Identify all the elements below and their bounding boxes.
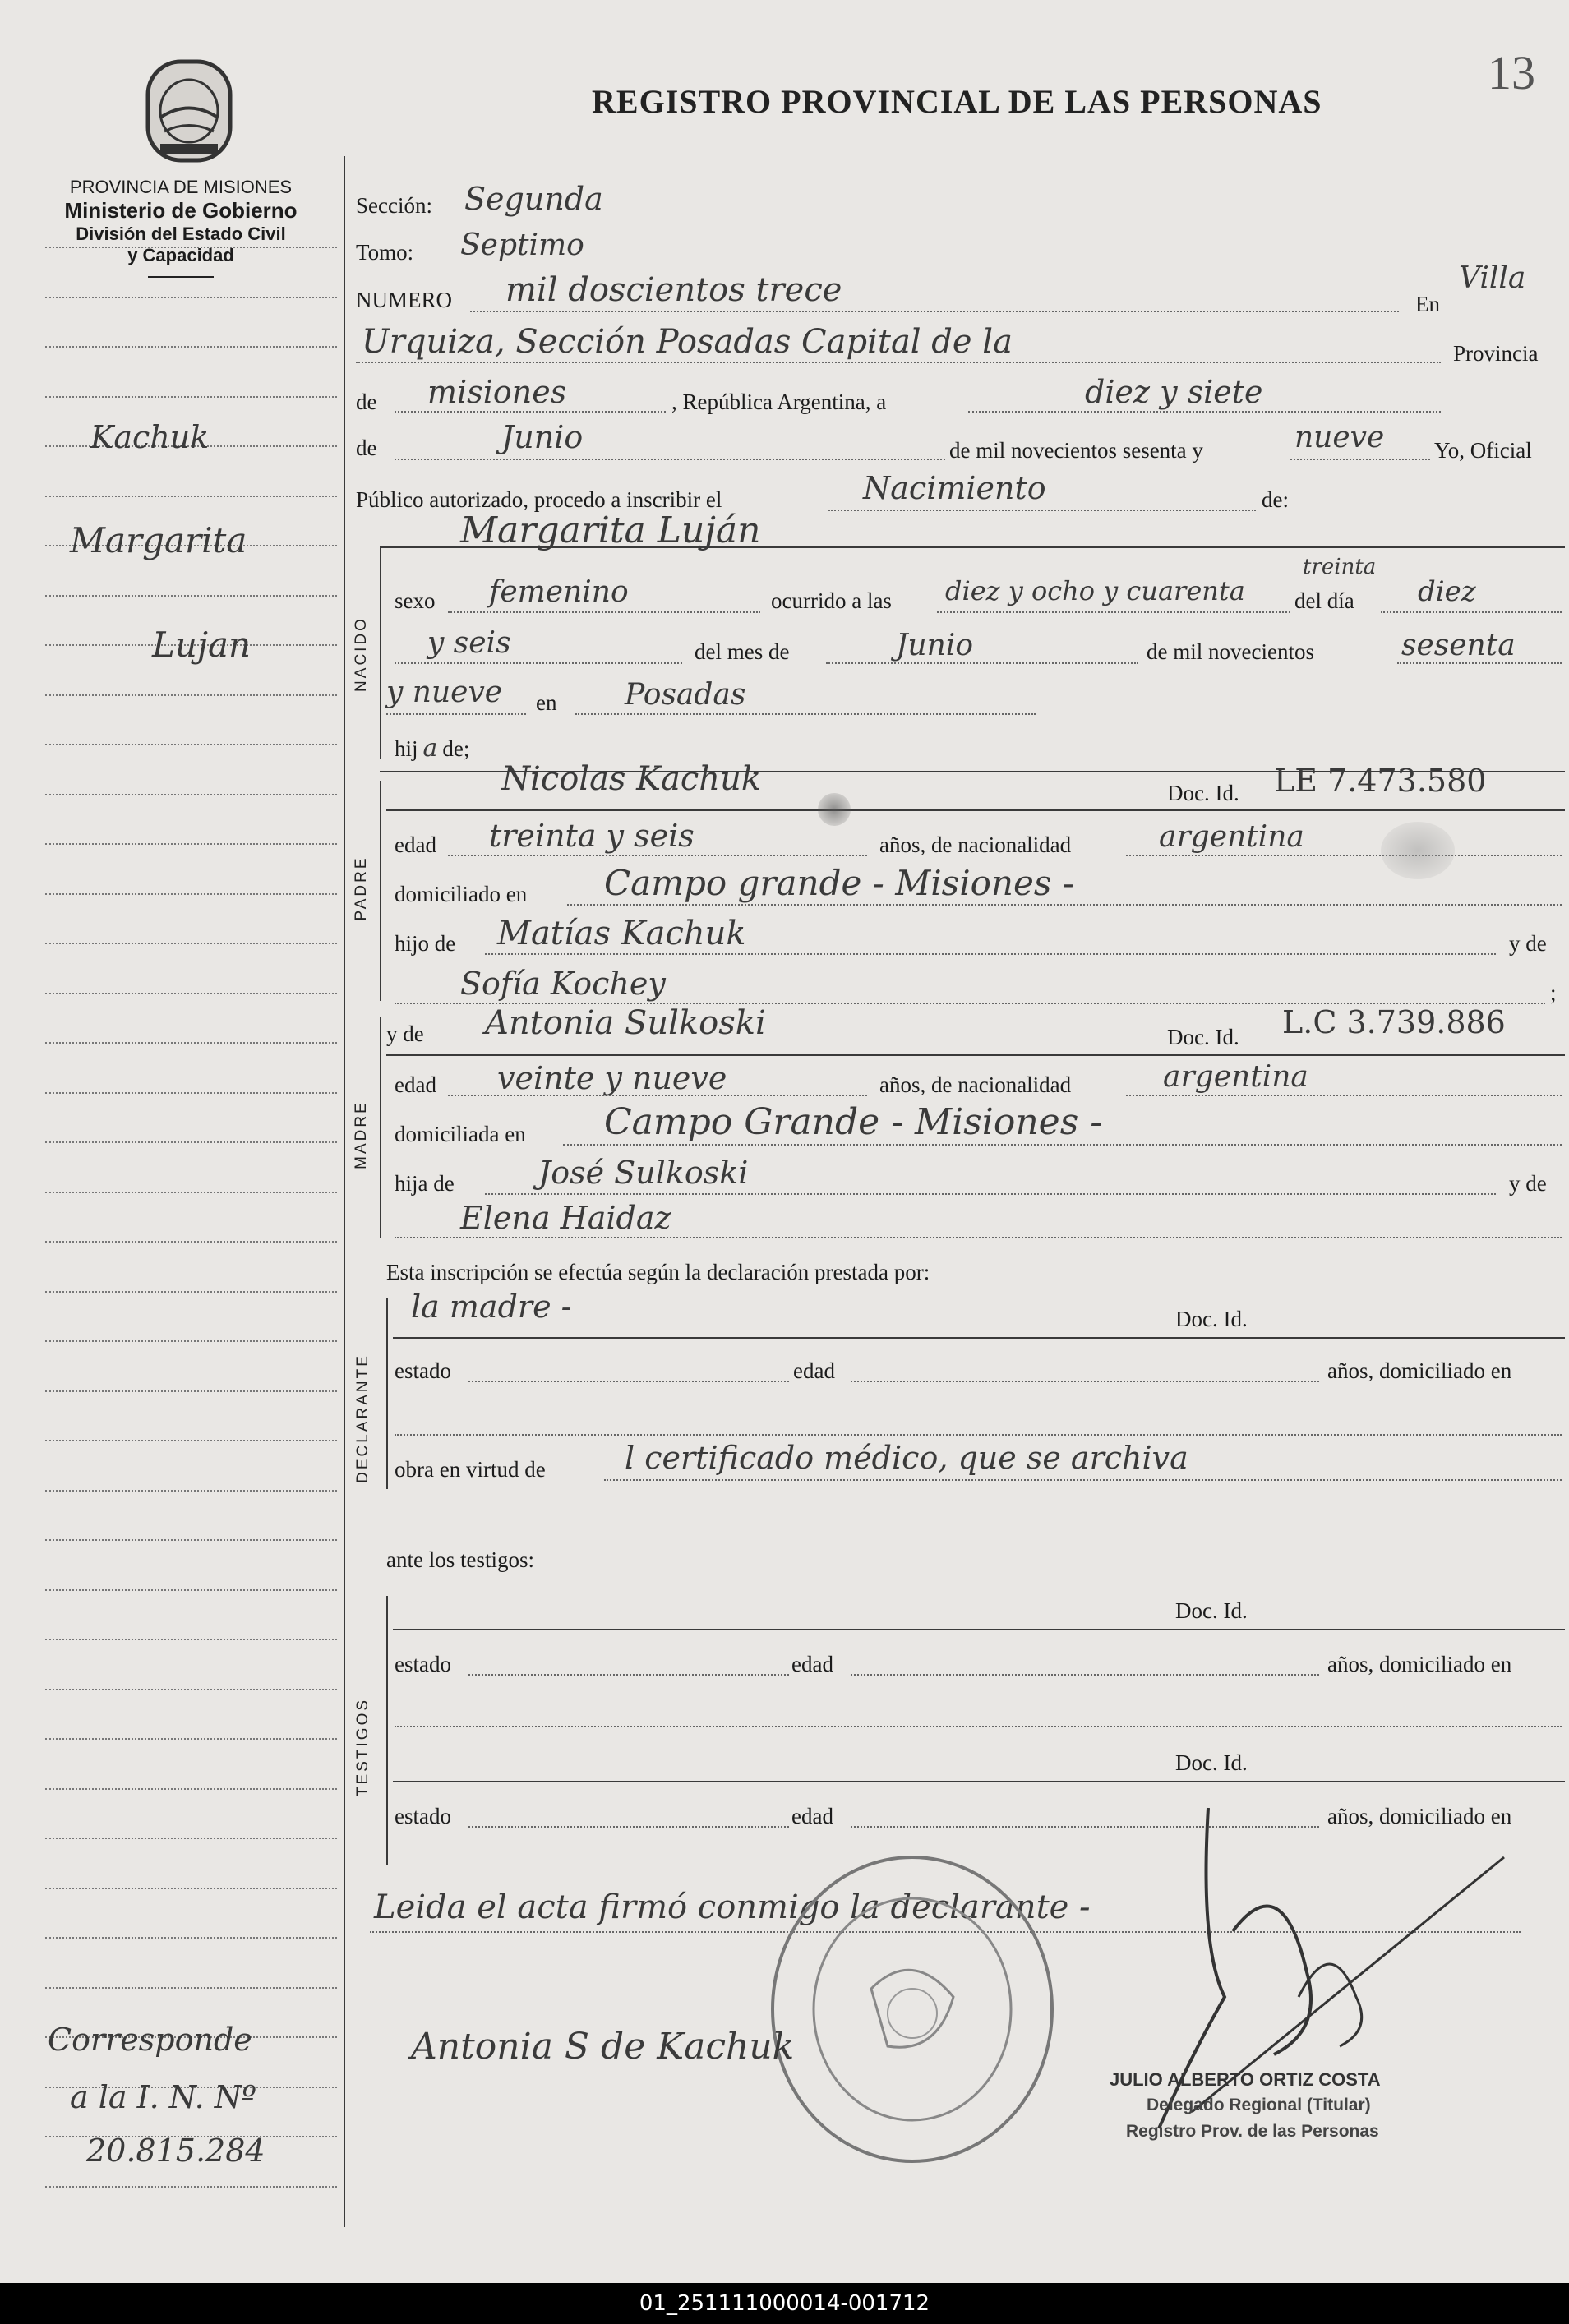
official-stamp-icon	[764, 1849, 1060, 2170]
madre-dom-label: domiciliada en	[395, 1122, 526, 1146]
ante-testigos-label: ante los testigos:	[386, 1547, 534, 1572]
nombre-value: Margarita Luján	[460, 510, 761, 551]
provincia-value: misiones	[427, 374, 567, 410]
acto-value: Nacimiento	[863, 470, 1046, 506]
madre-y-de-label: y de	[386, 1021, 424, 1046]
obra-virtud-value: l certificado médico, que se archiva	[625, 1440, 1188, 1476]
madre-dom-value: Campo Grande - Misiones -	[604, 1101, 1103, 1143]
madre-anos-label: años, de nacionalidad	[879, 1072, 1072, 1097]
tomo-value: Septimo	[460, 228, 584, 262]
padre-hijo-label: hijo de	[395, 931, 456, 956]
madre-nombre-value: Antonia Sulkoski	[485, 1004, 766, 1042]
del-dia-label: del día	[1294, 588, 1354, 613]
madre-section-label: MADRE	[353, 1100, 370, 1169]
de-colon-label: de:	[1262, 487, 1289, 512]
republica-label: , República Argentina, a	[671, 390, 887, 414]
declarante-anos-label: años, domiciliado en	[1327, 1358, 1512, 1383]
publico-label: Público autorizado, procedo a inscribir el	[356, 487, 722, 512]
en-place-value: Villa	[1459, 261, 1526, 295]
padre-doc-label: Doc. Id.	[1167, 781, 1239, 805]
anio-value: nueve	[1294, 421, 1385, 454]
anio-nac2-value: y nueve	[386, 676, 503, 709]
madre-nac-value: argentina	[1163, 1060, 1308, 1094]
tomo-label: Tomo:	[356, 240, 414, 265]
closing-text: Leida el acta firmó conmigo la declarante -	[374, 1888, 1091, 1926]
padre-dom-label: domiciliado en	[395, 882, 528, 906]
padre-section-label: PADRE	[353, 855, 370, 921]
margin-note-line3: 20.815.284	[86, 2133, 265, 2169]
madre-madre-value: Elena Haidaz	[460, 1200, 671, 1236]
division-line2: y Capacidad	[127, 245, 234, 265]
margin-note-line2: a la I. N. Nº	[70, 2079, 256, 2115]
mes-value: Junio	[501, 419, 584, 455]
province-name: PROVINCIA DE MISIONES	[69, 177, 293, 197]
dia-nac2-value: y seis	[427, 626, 511, 660]
image-id-footer: 01_251111000014-001712	[0, 2283, 1569, 2324]
declarante-section-label: DECLARANTE	[354, 1353, 371, 1483]
official-name: JULIO ALBERTO ORTIZ COSTA	[1110, 2069, 1381, 2090]
numero-value: mil doscientos trece	[505, 271, 842, 309]
padre-y-de-label: y de	[1509, 931, 1547, 956]
numero-label: NUMERO	[356, 288, 453, 312]
division-line1: División del Estado Civil	[76, 224, 286, 244]
en-label: En	[1415, 292, 1440, 316]
declarante-edad-label: edad	[793, 1358, 835, 1383]
padre-dom-value: Campo grande - Misiones -	[604, 863, 1074, 903]
ink-smudge	[1381, 822, 1455, 879]
testigo1-estado-label: estado	[395, 1652, 451, 1676]
de-mil-label: de mil novecientos sesenta y	[949, 438, 1203, 463]
padre-edad-value: treinta y seis	[489, 818, 695, 854]
page-number: 13	[1488, 46, 1535, 99]
padre-nac-value: argentina	[1159, 820, 1304, 854]
madre-doc-value: L.C 3.739.886	[1282, 1004, 1506, 1040]
issuer-block	[33, 177, 329, 278]
en-label-nac: en	[536, 690, 557, 715]
margin-given-name2: Lujan	[152, 625, 252, 665]
nacido-section-label: NACIDO	[353, 616, 370, 692]
official-signature-icon	[1093, 1783, 1553, 2178]
hora-extra-value: treinta	[1303, 555, 1377, 579]
madre-hija-label: hija de	[395, 1171, 455, 1196]
hij-suffix-value: a	[422, 734, 438, 763]
del-mes-label: del mes de	[695, 639, 790, 664]
testigo2-anos-label: años, domiciliado en	[1327, 1804, 1512, 1828]
madre-y-de2-label: y de	[1509, 1171, 1547, 1196]
document-title: REGISTRO PROVINCIAL DE LAS PERSONAS	[592, 83, 1322, 120]
yo-oficial-label: Yo, Oficial	[1434, 438, 1532, 463]
margin-divider	[344, 156, 345, 2227]
ink-smudge	[818, 793, 851, 826]
madre-edad-value: veinte y nueve	[497, 1060, 727, 1096]
sexo-label: sexo	[395, 588, 436, 613]
seccion-label: Sección:	[356, 193, 432, 218]
esta-inscripcion-label: Esta inscripción se efectúa según la declaración prestada por:	[386, 1260, 930, 1284]
anio-nac-value: sesenta	[1401, 629, 1516, 662]
testigo1-anos-label: años, domiciliado en	[1327, 1652, 1512, 1676]
dia-value: diez y siete	[1085, 374, 1263, 410]
lugar-nac-value: Posadas	[625, 678, 746, 712]
margin-surname: Kachuk	[90, 419, 210, 455]
de-label-2: de	[356, 436, 377, 460]
testigos-section-label: TESTIGOS	[354, 1697, 371, 1797]
provincial-seal-icon	[136, 53, 242, 168]
declarante-value: la madre -	[411, 1289, 572, 1325]
mes-nac-value: Junio	[896, 629, 973, 662]
padre-madre-value: Sofía Kochey	[460, 966, 666, 1002]
de-label-1: de	[356, 390, 377, 414]
official-office: Registro Prov. de las Personas	[1126, 2122, 1379, 2141]
declarante-estado-label: estado	[395, 1358, 451, 1383]
testigo2-edad-label: edad	[791, 1804, 833, 1828]
testigo2-estado-label: estado	[395, 1804, 451, 1828]
seccion-value: Segunda	[464, 181, 603, 217]
testigo1-edad-label: edad	[791, 1652, 833, 1676]
declarante-signature: Antonia S de Kachuk	[411, 2026, 795, 2068]
location-line-value: Urquiza, Sección Posadas Capital de la	[362, 323, 1013, 361]
de-mil-nov-label: de mil novecientos	[1147, 639, 1314, 664]
declarante-doc-label: Doc. Id.	[1175, 1307, 1248, 1331]
dia-nac-value: diez	[1418, 575, 1476, 608]
padre-anos-label: años, de nacionalidad	[879, 832, 1072, 857]
obra-virtud-label: obra en virtud de	[395, 1457, 546, 1482]
madre-padre-value: José Sulkoski	[538, 1155, 749, 1191]
madre-doc-label: Doc. Id.	[1167, 1025, 1239, 1049]
margin-given-name1: Margarita	[70, 520, 247, 560]
hora-value: diez y ocho y cuarenta	[945, 575, 1245, 606]
testigo2-doc-label: Doc. Id.	[1175, 1750, 1248, 1775]
provincia-label: Provincia	[1453, 341, 1539, 366]
padre-semicolon: ;	[1550, 980, 1557, 1005]
padre-doc-value: LE 7.473.580	[1274, 763, 1487, 799]
padre-nombre-value: Nicolas Kachuk	[501, 760, 762, 798]
padre-padre-value: Matías Kachuk	[497, 915, 746, 952]
sexo-value: femenino	[489, 575, 629, 609]
madre-edad-label: edad	[395, 1072, 436, 1097]
official-title: Delegado Regional (Titular)	[1147, 2096, 1371, 2114]
hij-label: hij a de;	[395, 734, 470, 763]
ministry-name: Ministerio de Gobierno	[64, 198, 298, 223]
ocurrido-label: ocurrido a las	[771, 588, 892, 613]
testigo1-doc-label: Doc. Id.	[1175, 1598, 1248, 1623]
margin-note-line1: Corresponde	[48, 2022, 252, 2058]
padre-edad-label: edad	[395, 832, 436, 857]
